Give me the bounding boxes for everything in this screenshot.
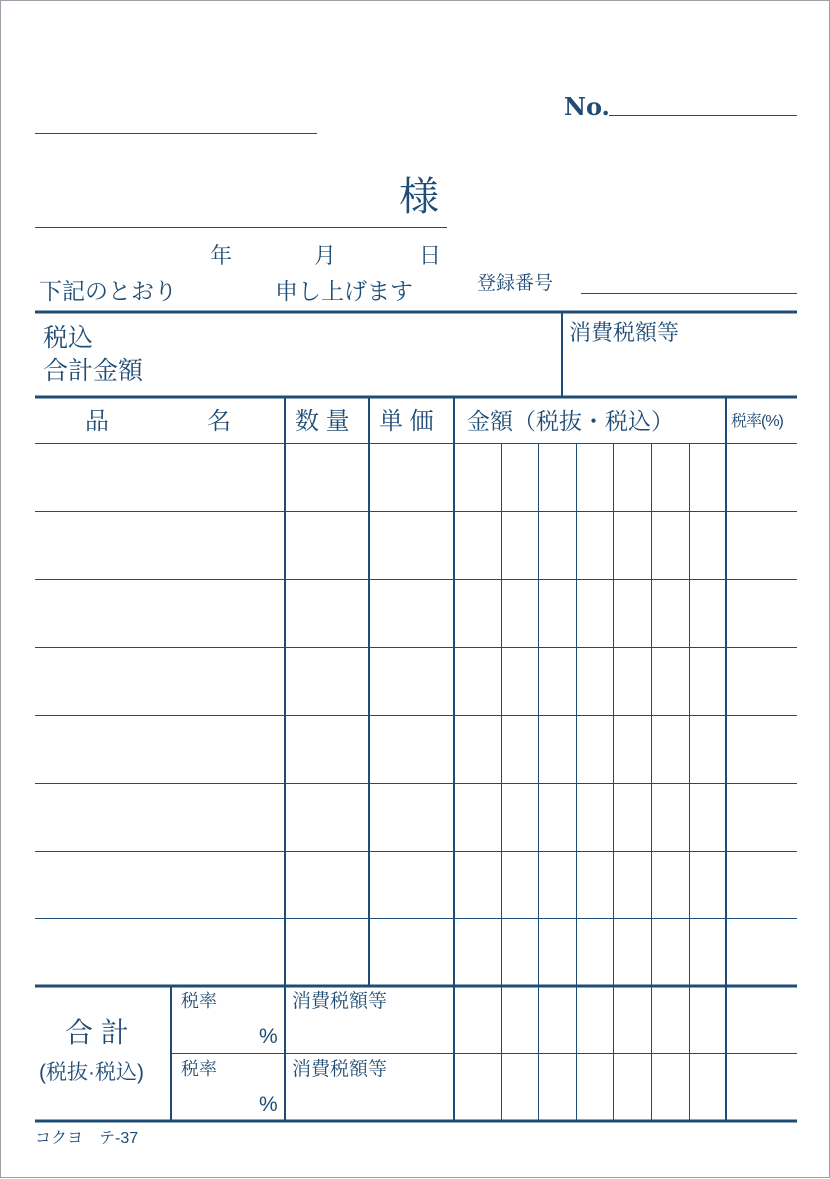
amount-digit-dividers	[502, 444, 690, 1121]
registration-number-label: 登録番号	[477, 273, 554, 294]
total-amount-label: 合計金額	[43, 357, 144, 385]
number-label: No.	[564, 92, 610, 121]
header-tax-rate: 税率(%)	[731, 413, 783, 430]
header-item-char2: 名	[207, 408, 231, 435]
totals-tax-amount-label: 消費税額等	[292, 991, 388, 1012]
day-label: 日	[419, 243, 442, 268]
header-unit-price: 単 価	[379, 408, 434, 435]
total-incl-tax-label: 税込	[43, 324, 94, 352]
totals-subtitle: (税抜·税込)	[39, 1061, 144, 1084]
totals-tax-rate-label: 税率	[181, 1059, 217, 1079]
customer-suffix: 様	[399, 174, 439, 220]
header-item-char1: 品	[85, 408, 109, 435]
totals-tax-amount-label: 消費税額等	[292, 1059, 388, 1080]
totals-tax-rate-label: 税率	[181, 991, 217, 1011]
header-quantity: 数 量	[295, 408, 350, 435]
year-label: 年	[210, 243, 233, 268]
header-amount: 金額（税抜・税込）	[467, 408, 674, 434]
request-text: 申し上げます	[275, 278, 413, 304]
product-code: コクヨ テ-37	[35, 1130, 139, 1147]
totals-percent-sign: %	[259, 1093, 278, 1116]
totals-percent-sign: %	[259, 1025, 278, 1048]
tax-amount-label: 消費税額等	[569, 320, 680, 345]
month-label: 月	[314, 243, 337, 268]
totals-title: 合 計	[65, 1017, 129, 1048]
item-row-separators	[35, 512, 797, 919]
intro-text: 下記のとおり	[39, 278, 177, 304]
